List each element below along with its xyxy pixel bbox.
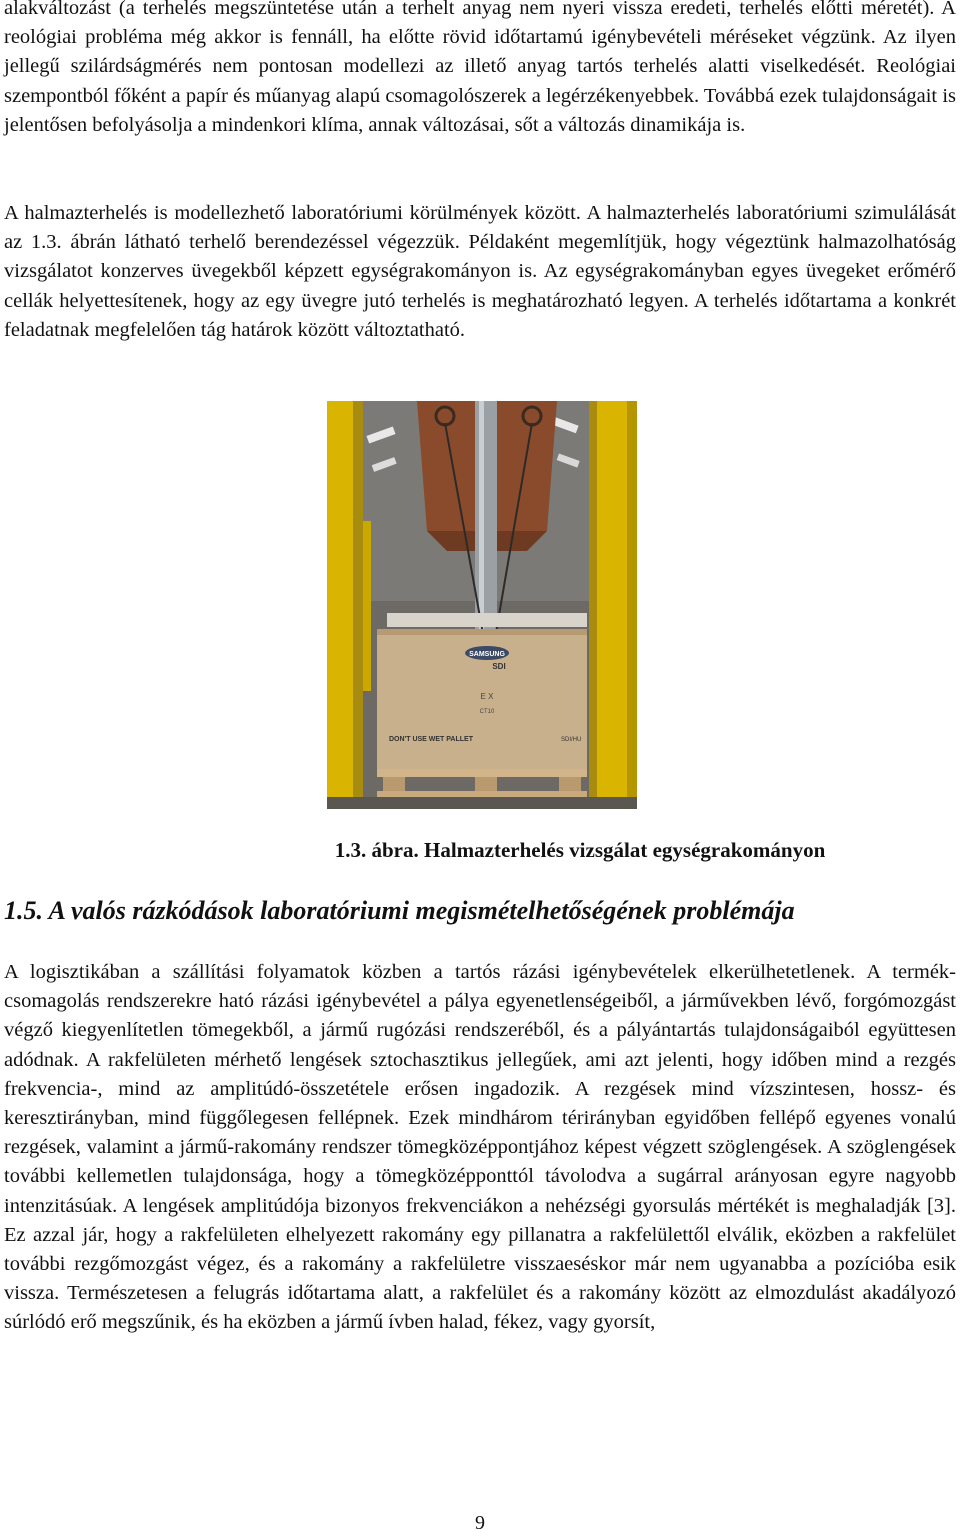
page-number: 9 xyxy=(475,1512,485,1534)
load-testing-rig-illustration xyxy=(327,401,637,809)
box-code-label: CT10 xyxy=(479,709,495,715)
figure-caption-text: 1.3. ábra. Halmazterhelés vizsgálat egységrakományon xyxy=(334,838,826,862)
figure-caption xyxy=(4,838,956,863)
box-side-label: SDI/HU xyxy=(561,737,582,743)
box-mark-label: E X xyxy=(480,692,494,701)
paragraph-3: A logisztikában a szállítási folyamatok közben a tartós rázási igénybevételek elkerülhetetlenek. A termék-csomagolás rendszerekre ható rázási igénybevétel a pálya egyenetlenségeiből, a járművekben lévő, forgómozgást végző kiegyenlítetlen tömegekből, a jármű rugózási rendszeréből, és a pályántartás tulajdonságaiból együttesen adódnak. A rakfelületen mérhető lengések sztochasztikus jellegűek, ami azt jelenti, hogy időben mind a rezgés frekvencia-, mind az amplitúdó-összetétele erősen ingadozik. A rezgések mind vízszintesen, hossz- és keresztirányban, mind függőlegesen fellépnek. Ezek mindhárom térirányban egyidőben fellépő egyenes vonalú rezgések, valamint a jármű-rakomány rendszer tömegközéppontjához képest végzett szöglengések. A szöglengések további kellemetlen tulajdonsága, hogy a tömegközépponttól távolodva a sugárral arányosan egyre nagyobb intenzitásúak. A lengések amplitúdója bizonyos frekvenciákon a nehézségi gyorsulás mértékét is meghaladják [3]. Ez azzal jár, hogy a rakfelületen elhelyezett rakomány egy pillanatra a rakfelülettől elválik, eközben a rakfelület további rezgőmozgást végez, és a rakomány a rakfelületre visszaeséskor már nem ugyanabba a pozícióba esik vissza. Természetesen a felugrás időtartama alatt, a rakfelület és a rakomány között az elmozdulást akadályozó súrlódó erő megszűnik, és ha eközben a jármű ívben halad, fékez, vagy gyorsít, xyxy=(4,961,956,1334)
box-brand-label: SAMSUNG xyxy=(469,651,505,658)
section-heading: 1.5. A valós rázkódások laboratóriumi megismételhetőségének problémája xyxy=(4,896,795,925)
box-sub-label: SDI xyxy=(492,662,506,671)
figure-photo xyxy=(327,401,637,809)
paragraph-1: alakváltozást (a terhelés megszüntetése után a terhelt anyag nem nyeri vissza eredeti, terhelés előtti méretét). A reológiai probléma még akkor is fennáll, ha előtte rövid időtartamú igénybevételi méréseket végzünk. Az ilyen jellegű szilárdságmérés nem pontosan modellezi az illető anyag tartós terhelés alatti viselkedését. Reológiai szempontból főként a papír és műanyag alapú csomagolószerek a legérzékenyebbek. Továbbá ezek tulajdonságait is jelentősen befolyásolja a mindenkori klíma, annak változásai, sőt a változás dinamikája is. xyxy=(4,0,956,136)
box-warning-label: DON'T USE WET PALLET xyxy=(389,736,473,743)
paragraph-2: A halmazterhelés is modellezhető laboratóriumi körülmények között. A halmazterhelés laboratóriumi szimulálását az 1.3. ábrán látható terhelő berendezéssel végezzük. Példaként megemlítjük, hogy végeztünk halmazolhatóság vizsgálatot konzerves üvegekből képzett egységrakományon is. Az egységrakományban egyes üvegeket erőmérő cellák helyettesítenek, hogy az egy üvegre jutó terhelés is meghatározható legyen. A terhelés időtartama a konkrét feladatnak megfelelően tág határok között változtatható. xyxy=(4,202,956,341)
